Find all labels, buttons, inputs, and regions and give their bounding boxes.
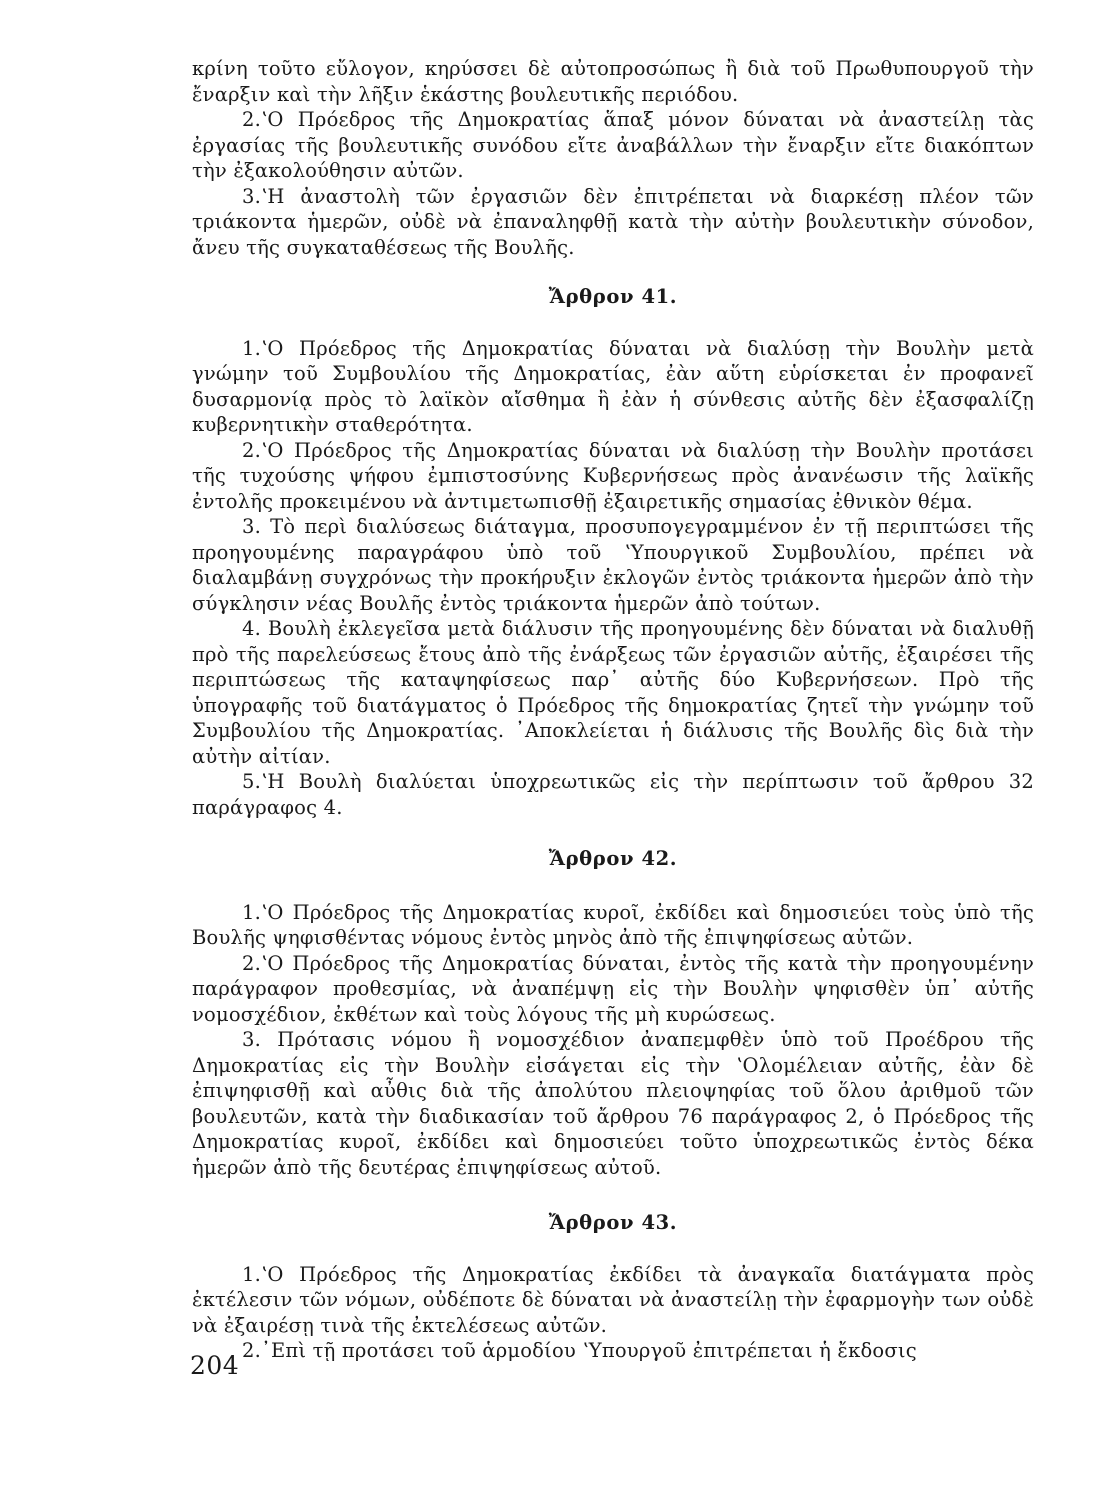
paragraph: 5.ʽΗ Βουλὴ διαλύεται ὑποχρεωτικῶς εἰς τὴν περίπτωσιν τοῦ ἄρθρου 32 παράγραφος 4. bbox=[192, 770, 1034, 819]
paragraph-continuation: κρίνη τοῦτο εὔλογον, κηρύσσει δὲ αὐτοπροσώπως ἢ διὰ τοῦ Πρωθυπουργοῦ τὴν ἔναρξιν καὶ τὴν λῆξιν ἑκάστης βουλευτικῆς περιόδου. bbox=[192, 57, 1034, 106]
paragraph: 3.ʽΗ ἀναστολὴ τῶν ἐργασιῶν δὲν ἐπιτρέπεται νὰ διαρκέσῃ πλέον τῶν τριάκοντα ἡμερῶν, οὐδὲ νὰ ἐπαναληφθῇ κατὰ τὴν αὐτὴν βουλευτικὴν σύνοδον, ἄνευ τῆς συγκαταθέσεως τῆς Βουλῆς. bbox=[192, 184, 1034, 259]
paragraph: 1.ʽΟ Πρόεδρος τῆς Δημοκρατίας δύναται νὰ διαλύσῃ τὴν Βουλὴν μετὰ γνώμην τοῦ Συμβουλίου τῆς Δημοκρατίας, ἐὰν αὕτη εὑρίσκεται ἐν προφανεῖ δυσαρμονίᾳ πρὸς τὸ λαϊκὸν αἴσθημα ἢ ἐὰν ἡ σύνθεσις αὐτῆς δὲν ἐξασφαλίζῃ κυβερνητικὴν σταθερότητα. bbox=[192, 336, 1034, 436]
paragraph: 4. Βουλὴ ἐκλεγεῖσα μετὰ διάλυσιν τῆς προηγουμένης δὲν δύναται νὰ διαλυθῇ πρὸ τῆς παρελεύσεως ἔτους ἀπὸ τῆς ἐνάρξεως τῶν ἐργασιῶν αὐτῆς, ἐξαιρέσει τῆς περιπτώσεως τῆς καταψηφίσεως παρ᾽ αὐτῆς δύο Κυβερνήσεων. Πρὸ τῆς ὑπογραφῆς τοῦ διατάγματος ὁ Πρόεδρος τῆς δημοκρατίας ζητεῖ τὴν γνώμην τοῦ Συμβουλίου τῆς Δημοκρατίας. ᾽Αποκλείεται ἡ διάλυσις τῆς Βουλῆς δὶς διὰ τὴν αὐτὴν αἰτίαν. bbox=[192, 617, 1034, 768]
paragraph: 3. Πρότασις νόμου ἢ νομοσχέδιον ἀναπεμφθὲν ὑπὸ τοῦ Προέδρου τῆς Δημοκρατίας εἰς τὴν Βουλὴν εἰσάγεται εἰς τὴν ʽΟλομέλειαν αὐτῆς, ἐὰν δὲ ἐπιψηφισθῇ καὶ αὖθις διὰ τῆς ἀπολύτου πλειοψηφίας τοῦ ὅλου ἀριθμοῦ τῶν βουλευτῶν, κατὰ τὴν διαδικασίαν τοῦ ἄρθρου 76 παράγραφος 2, ὁ Πρόεδρος τῆς Δημοκρατίας κυροῖ, ἐκδίδει καὶ δημοσιεύει τοῦτο ὑποχρεωτικῶς ἐντὸς δέκα ἡμερῶν ἀπὸ τῆς δευτέρας ἐπιψηφίσεως αὐτοῦ. bbox=[192, 1028, 1034, 1179]
article-heading-41: Ἄρθρον 41. bbox=[548, 285, 678, 308]
page-number: 204 bbox=[190, 1351, 240, 1380]
paragraph: 2.ʽΟ Πρόεδρος τῆς Δημοκρατίας δύναται νὰ διαλύσῃ τὴν Βουλὴν προτάσει τῆς τυχούσης ψήφου ἐμπιστοσύνης Κυβερνήσεως πρὸς ἀνανέωσιν τῆς λαϊκῆς ἐντολῆς προκειμένου νὰ ἀντιμετωπισθῇ ἐξαιρετικῆς σημασίας ἐθνικὸν θέμα. bbox=[192, 438, 1034, 513]
article-heading-43: Ἄρθρον 43. bbox=[548, 1211, 678, 1234]
paragraph: 1.ʽΟ Πρόεδρος τῆς Δημοκρατίας κυροῖ, ἐκδίδει καὶ δημοσιεύει τοὺς ὑπὸ τῆς Βουλῆς ψηφισθέντας νόμους ἐντὸς μηνὸς ἀπὸ τῆς ἐπιψηφίσεως αὐτῶν. bbox=[192, 900, 1034, 949]
paragraph: 3. Τὸ περὶ διαλύσεως διάταγμα, προσυπογεγραμμένον ἐν τῇ περιπτώσει τῆς προηγουμένης παραγράφου ὑπὸ τοῦ ʽΥπουργικοῦ Συμβουλίου, πρέπει νὰ διαλαμβάνῃ συγχρόνως τὴν προκήρυξιν ἐκλογῶν ἐντὸς τριάκοντα ἡμερῶν ἀπὸ τὴν σύγκλησιν νέας Βουλῆς ἐντὸς τριάκοντα ἡμερῶν ἀπὸ τούτων. bbox=[192, 515, 1034, 615]
article-heading-42: Ἄρθρον 42. bbox=[548, 847, 678, 870]
paragraph: 1.ʽΟ Πρόεδρος τῆς Δημοκρατίας ἐκδίδει τὰ ἀναγκαῖα διατάγματα πρὸς ἐκτέλεσιν τῶν νόμων, οὐδέποτε δὲ δύναται νὰ ἀναστείλῃ τὴν ἐφαρμογὴν των οὐδὲ νὰ ἐξαιρέσῃ τινὰ τῆς ἐκτελέσεως αὐτῶν. bbox=[192, 1262, 1034, 1337]
paragraph: 2.ʽΟ Πρόεδρος τῆς Δημοκρατίας δύναται, ἐντὸς τῆς κατὰ τὴν προηγουμένην παράγραφον προθεσμίας, νὰ ἀναπέμψῃ εἰς τὴν Βουλὴν ψηφισθὲν ὑπ᾽ αὐτῆς νομοσχέδιον, ἐκθέτων καὶ τοὺς λόγους τῆς μὴ κυρώσεως. bbox=[192, 951, 1034, 1026]
paragraph: 2.ʽΟ Πρόεδρος τῆς Δημοκρατίας ἅπαξ μόνον δύναται νὰ ἀναστείλῃ τὰς ἐργασίας τῆς βουλευτικῆς συνόδου εἴτε ἀναβάλλων τὴν ἔναρξιν εἴτε διακόπτων τὴν ἐξακολούθησιν αὐτῶν. bbox=[192, 108, 1034, 182]
paragraph: 2.᾽Επὶ τῇ προτάσει τοῦ ἁρμοδίου ʽΥπουργοῦ ἐπιτρέπεται ἡ ἔκδοσις bbox=[242, 1339, 917, 1362]
document-body bbox=[192, 56, 1034, 1364]
